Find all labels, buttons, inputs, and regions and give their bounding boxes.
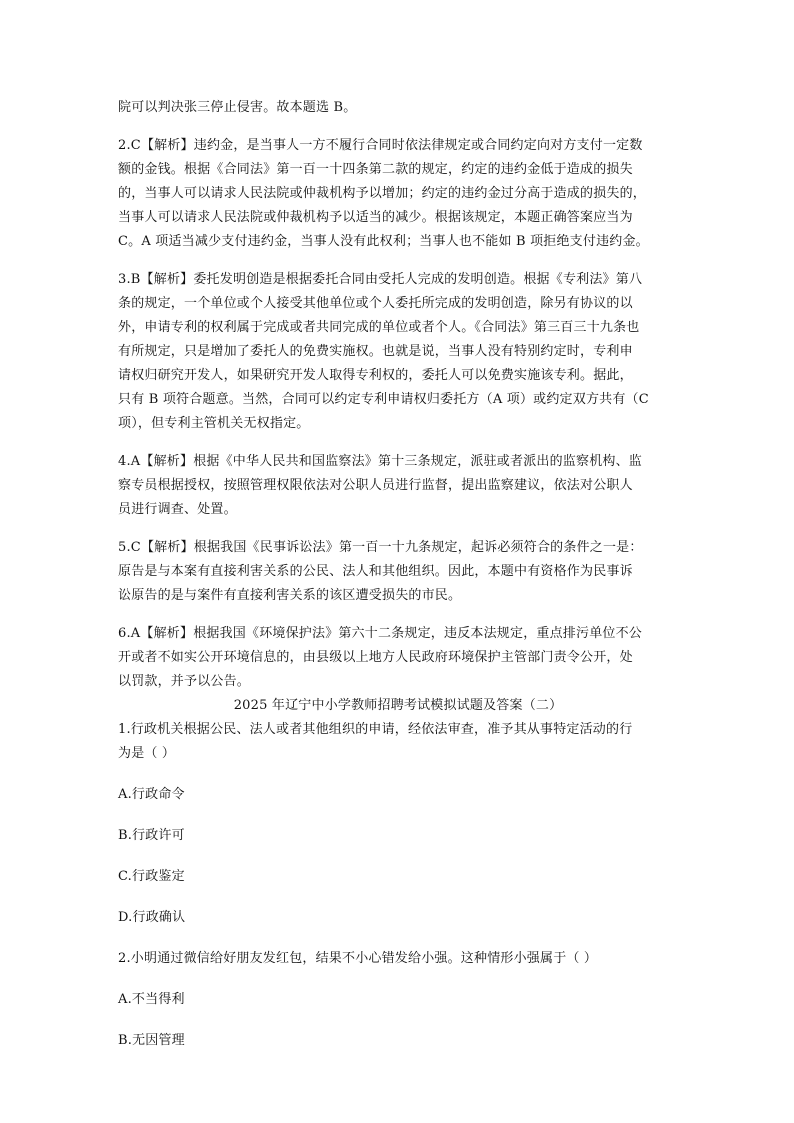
option-d: D.行政确认 xyxy=(118,910,186,925)
answer-2 xyxy=(118,134,678,254)
text-line: 以罚款，并予以公告。 xyxy=(118,674,251,689)
question-2 xyxy=(118,947,678,1053)
answer-6 xyxy=(118,622,678,694)
answer-3 xyxy=(118,268,678,436)
question-stem: 2.小明通过微信给好朋友发红包，结果不小心错发给小强。这种情形小强属于（ ） xyxy=(118,951,598,966)
text-line: 条的规定，一个单位或个人接受其他单位或个人委托所完成的发明创造，除另有协议的以 xyxy=(118,296,633,311)
text-line: 讼原告的是与案件有直接利害关系的该区遭受损失的市民。 xyxy=(118,588,462,603)
text-line: 5.C【解析】根据我国《民事诉讼法》第一百一十九条规定，起诉必须符合的条件之一是： xyxy=(118,540,643,555)
text-line: 察专员根据授权，按照管理权限依法对公职人员进行监督，提出监察建议，依法对公职人 xyxy=(118,478,633,493)
answer-5 xyxy=(118,536,678,608)
text-line: 外，申请专利的权利属于完成或者共同完成的单位或者个人。《合同法》第三百三十九条也 xyxy=(118,320,640,335)
text-line: 2.C【解析】违约金，是当事人一方不履行合同时依法律规定或合同约定向对方支付一定数 xyxy=(118,138,643,153)
option-a: A.行政命令 xyxy=(118,787,185,802)
option-b: B.行政许可 xyxy=(118,828,185,843)
option-a: A.不当得利 xyxy=(118,992,185,1007)
text-line: 有所规定，只是增加了委托人的免费实施权。也就是说，当事人没有特别约定时，专利申 xyxy=(118,344,633,359)
text-line: 4.A【解析】根据《中华人民共和国监察法》第十三条规定，派驻或者派出的监察机构、监 xyxy=(118,454,642,469)
text-line: 请权归研究开发人，如果研究开发人取得专利权的，委托人可以免费实施该专利。据此， xyxy=(118,368,633,383)
text-line: 6.A【解析】根据我国《环境保护法》第六十二条规定，违反本法规定，重点排污单位不公 xyxy=(118,626,642,641)
text-line: 项），但专利主管机关无权指定。 xyxy=(118,416,310,431)
answer-4 xyxy=(118,450,678,522)
text-line: 开或者不如实公开环境信息的，由县级以上地方人民政府环境保护主管部门责令公开，处 xyxy=(118,650,633,665)
text-line: 3.B【解析】委托发明创造是根据委托合同由受托人完成的发明创造。根据《专利法》第八 xyxy=(118,272,643,287)
text-line: 只有 B 项符合题意。当然，合同可以约定专利申请权归委托方（A 项）或约定双方共有（C xyxy=(118,392,649,407)
section-title: 2025 年辽宁中小学教师招聘考试模拟试题及答案（二） xyxy=(233,698,563,713)
question-stem: 为是（ ） xyxy=(118,746,176,761)
question-stem: 1.行政机关根据公民、法人或者其他组织的申请，经依法审查，准予其从事特定活动的行 xyxy=(118,722,633,737)
text-line: 员进行调查、处置。 xyxy=(118,502,237,517)
text-line: C。A 项适当减少支付违约金，当事人没有此权利；当事人也不能如 B 项拒绝支付违约金。 xyxy=(118,234,649,249)
text-line: 当事人可以请求人民法院或仲裁机构予以适当的减少。根据该规定，本题正确答案应当为 xyxy=(118,210,633,225)
option-c: C.行政鉴定 xyxy=(118,869,185,884)
text-line: 额的金钱。根据《合同法》第一百一十四条第二款的规定，约定的违约金低于造成的损失 xyxy=(118,162,633,177)
question-1 xyxy=(118,718,678,930)
option-b: B.无因管理 xyxy=(118,1033,185,1048)
text-line: 的，当事人可以请求人民法院或仲裁机构予以增加；约定的违约金过分高于造成的损失的， xyxy=(118,186,647,201)
text-line: 原告是与本案有直接利害关系的公民、法人和其他组织。因此，本题中有资格作为民事诉 xyxy=(118,564,633,579)
document-page xyxy=(118,96,678,1053)
continuation-text: 院可以判决张三停止侵害。故本题选 B。 xyxy=(118,100,357,115)
